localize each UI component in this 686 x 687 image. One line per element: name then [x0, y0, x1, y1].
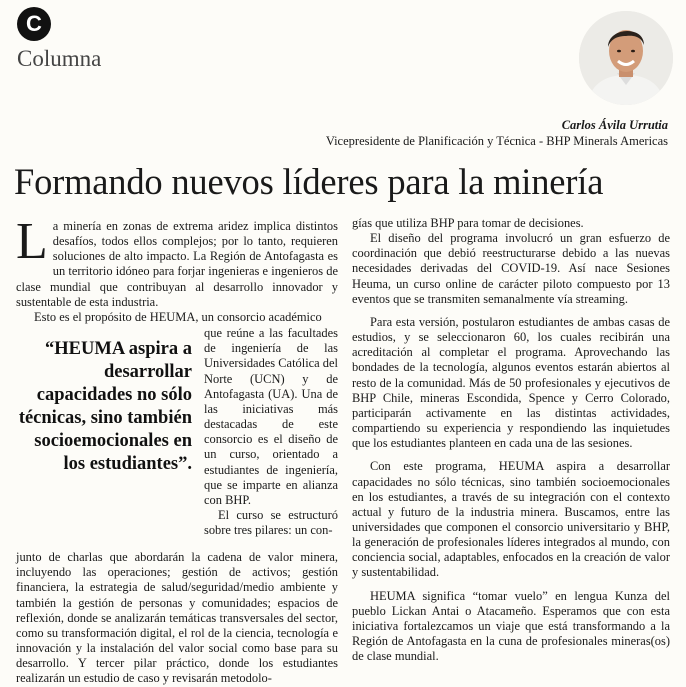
- author-photo: [579, 11, 673, 105]
- paragraph-pillars-start: El curso se estructuró sobre tres pilares: un con-: [204, 507, 338, 538]
- paragraph-version: Para esta versión, postularon estudiantes de ambas casas de estudios, y se seleccionaron 60, los cuales recibirán una acreditación al completar el programa. Aprovechando las bondades de la tecnología, algunos eventos estarán abiertos al resto de la comunidad. Más de 50 profesionales y ejecutivos de BHP Chile, mineras Escondida, Spence y Cerro Colorado, participarán activamente en las distintas actividades, compartiendo su experiencia y respondiendo las inquietudes que los estudiantes planteen en cada una de las sesiones.: [352, 314, 670, 451]
- paragraph-lead: Esto es el propósito de HEUMA, un consorcio académico: [34, 309, 322, 324]
- author-title: Vicepresidente de Planificación y Técnica - BHP Minerals Americas: [325, 134, 668, 148]
- paragraph-consortium: que reúne a las facultades de ingeniería de las Universidades Católica del Norte (UCN) y de Antofagasta (UA). Una de las iniciativas más destacadas de este consorcio es el diseño de un curso, orientado a estudiantes de ingeniería, que se imparte en alianza con BHP.: [204, 326, 339, 507]
- column-badge: C: [17, 7, 51, 41]
- author-byline: [326, 117, 668, 149]
- pull-quote: “HEUMA aspira a desarrollar capacidades no sólo técnicas, sino también socioemocionales en los estudiantes”.: [18, 339, 192, 475]
- section-label: Columna: [17, 46, 102, 71]
- paragraph-pillars: junto de charlas que abordarán la cadena de valor minera, incluyendo las operaciones; gestión de activos; gestión financiera, la estrategia de salud/seguridad/medio ambiente y también la gestión de personas y comunidades; espacios de reflexión, donde se analizarán temáticas transversales del sector, como su transformación digital, el rol de la ciencia, tecnología e innovación y la instalación del valor social como base para su desarrollo. Y tercer pilar práctico, donde los estudiantes realizarán un estudio de caso y revisarán metodolo-: [16, 550, 338, 686]
- paragraph-program: Con este programa, HEUMA aspira a desarrollar capacidades no sólo técnicas, sino también socioemocionales en los estudiantes, a través de su integración con el contexto actual y futuro de la industria minera. Buscamos, entre las universidades que componen el consorcio universitario y BHP, la generación de profesionales líderes integrados al mundo, con conciencia social, adaptables, enfocados en la creación de valor y sustentabilidad.: [352, 459, 670, 580]
- narrow-text: [204, 326, 338, 538]
- article-column-left: [16, 213, 339, 687]
- author-name: Carlos Ávila Urrutia: [561, 118, 668, 132]
- pullquote-wrap: [16, 326, 338, 550]
- article-column-right: [352, 216, 670, 664]
- paragraph-design: El diseño del programa involucró un gran esfuerzo de coordinación que debió reestructurarse debido a las nuevas necesidades derivadas del COVID-19. Así nace Sesiones Heuma, un curso online de carácter piloto compuesto por 13 eventos que se transmiten semanalmente vía streaming.: [352, 231, 670, 306]
- drop-cap: L: [16, 213, 48, 270]
- paragraph-meaning: HEUMA significa “tomar vuelo” en lengua Kunza del pueblo Lickan Antai o Atacameño. Esperamos que con esta iniciativa fortalezcamos un viaje que está transformando a la Región de Antofagasta en la cuna de profesionales mineras(os) de clase mundial.: [352, 588, 670, 664]
- paragraph-intro: La minería en zonas de extrema aridez implica distintos desafíos, todos ellos complejos; por lo tanto, requieren soluciones de alto impacto. La Región de Antofagasta es un territorio idóneo para forjar ingenieras e ingenieros de clase mundial que contribuyan al desarrollo innovador y sustentable de esta industria.: [16, 213, 338, 309]
- article-headline: Formando nuevos líderes para la minería: [14, 161, 604, 202]
- paragraph-continuation: gías que utiliza BHP para tomar de decisiones.: [352, 216, 584, 230]
